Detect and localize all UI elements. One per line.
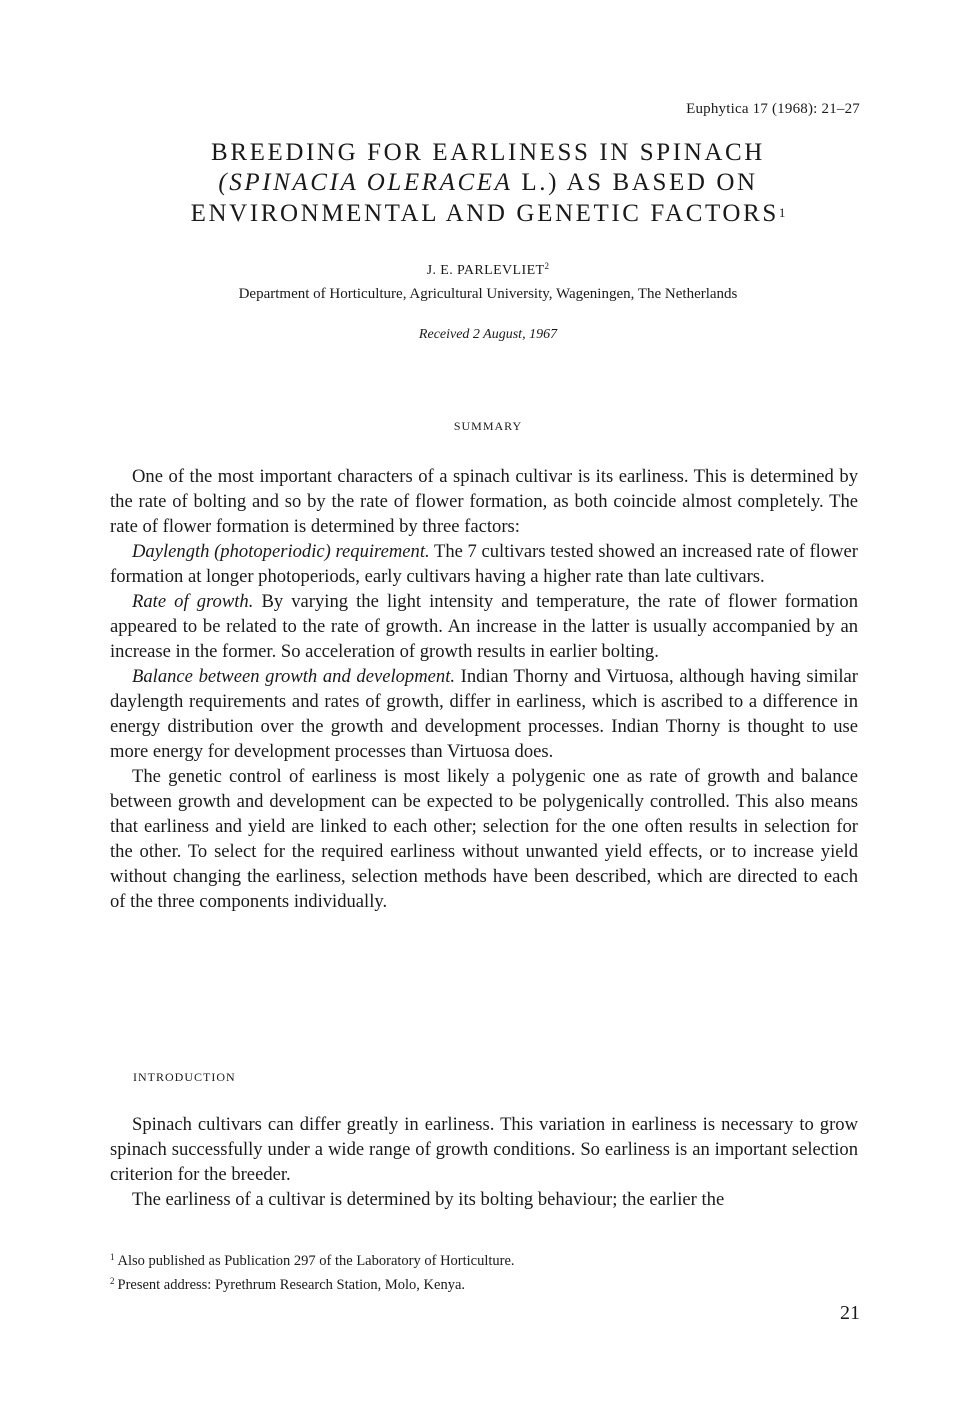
title-line-3-text: ENVIRONMENTAL AND GENETIC FACTORS bbox=[190, 200, 779, 227]
affiliation: Department of Horticulture, Agricultural University, Wageningen, The Netherlands bbox=[238, 286, 738, 302]
footnote-text: Present address: Pyrethrum Research Station, Molo, Kenya. bbox=[117, 1277, 466, 1293]
summary-text: One of the most important characters of a spinach cultivar is its earliness. This is determined by the rate of bolting and so by the rate of flower formation, as both coincide almost completely. The rate of flower formation is determined by three factors: bbox=[110, 466, 858, 537]
summary-lead: Rate of growth. bbox=[132, 591, 254, 612]
author-name: J. E. PARLEVLIET bbox=[426, 263, 545, 278]
introduction-paragraph: Spinach cultivars can differ greatly in earliness. This variation in earliness is necessary to grow spinach successfully under a wide range of growth conditions. So earliness is an important selection criterion for the breeder. bbox=[110, 1114, 858, 1185]
title-species-italic: (SPINACIA OLERACEA bbox=[218, 169, 513, 196]
summary-text: Indian Thorny and Virtuosa, although having similar daylength requirements and rates of growth, differ in earliness, which is ascribed to a difference in energy distribution over the growth and development processes. Indian Thorny is thought to use more energy for development processes than Virtuosa does. bbox=[110, 666, 858, 762]
paper-title bbox=[110, 138, 866, 229]
title-line-1: BREEDING FOR EARLINESS IN SPINACH bbox=[211, 139, 765, 166]
summary-paragraph bbox=[110, 589, 858, 664]
footnote-text: Also published as Publication 297 of the Laboratory of Horticulture. bbox=[117, 1253, 515, 1269]
summary-text: By varying the light intensity and temperature, the rate of flower formation appeared to be related to the rate of growth. An increase in the latter is usually accompanied by an increase in the former. So acceleration of growth results in earlier bolting. bbox=[110, 591, 858, 662]
footnotes bbox=[110, 1247, 858, 1295]
summary-paragraph bbox=[110, 464, 858, 539]
footnote bbox=[110, 1271, 858, 1295]
introduction-heading: INTRODUCTION bbox=[133, 1070, 236, 1084]
author-footnote-mark[interactable]: 2 bbox=[544, 261, 550, 271]
summary-paragraph bbox=[110, 539, 858, 589]
footnote bbox=[110, 1247, 858, 1271]
footnote-mark: 1 bbox=[110, 1252, 115, 1262]
summary-heading: SUMMARY bbox=[453, 419, 523, 433]
title-footnote-mark[interactable]: 1 bbox=[778, 205, 786, 220]
summary-lead: Balance between growth and development. bbox=[132, 666, 456, 687]
received-date: Received 2 August, 1967 bbox=[418, 327, 558, 342]
introduction-body bbox=[110, 1112, 858, 1212]
summary-lead: Daylength (photoperiodic) requirement. bbox=[132, 541, 430, 562]
footnote-mark: 2 bbox=[110, 1276, 115, 1286]
summary-paragraph bbox=[110, 764, 858, 914]
journal-citation: Euphytica 17 (1968): 21–27 bbox=[686, 101, 860, 117]
title-line-2-rest: L.) AS BASED ON bbox=[512, 169, 758, 196]
summary-paragraph bbox=[110, 664, 858, 764]
summary-body bbox=[110, 464, 858, 914]
title-line-2 bbox=[110, 168, 866, 198]
introduction-paragraph: The earliness of a cultivar is determined by its bolting behaviour; the earlier the bbox=[132, 1189, 725, 1210]
author-line bbox=[0, 261, 976, 279]
page-number: 21 bbox=[840, 1302, 860, 1324]
summary-text: The 7 cultivars tested showed an increased rate of flower formation at longer photoperiods, early cultivars having a higher rate than late cultivars. bbox=[110, 541, 858, 587]
summary-text: The genetic control of earliness is most likely a polygenic one as rate of growth and balance between growth and development can be expected to be polygenically controlled. This also means that earliness and yield are linked to each other; selection for the one often results in selection for the other. To select for the required earliness without unwanted yield effects, or to increase yield without changing the earliness, selection methods have been described, which are directed to each of the three components individually. bbox=[110, 766, 858, 912]
title-line-3 bbox=[110, 198, 866, 229]
